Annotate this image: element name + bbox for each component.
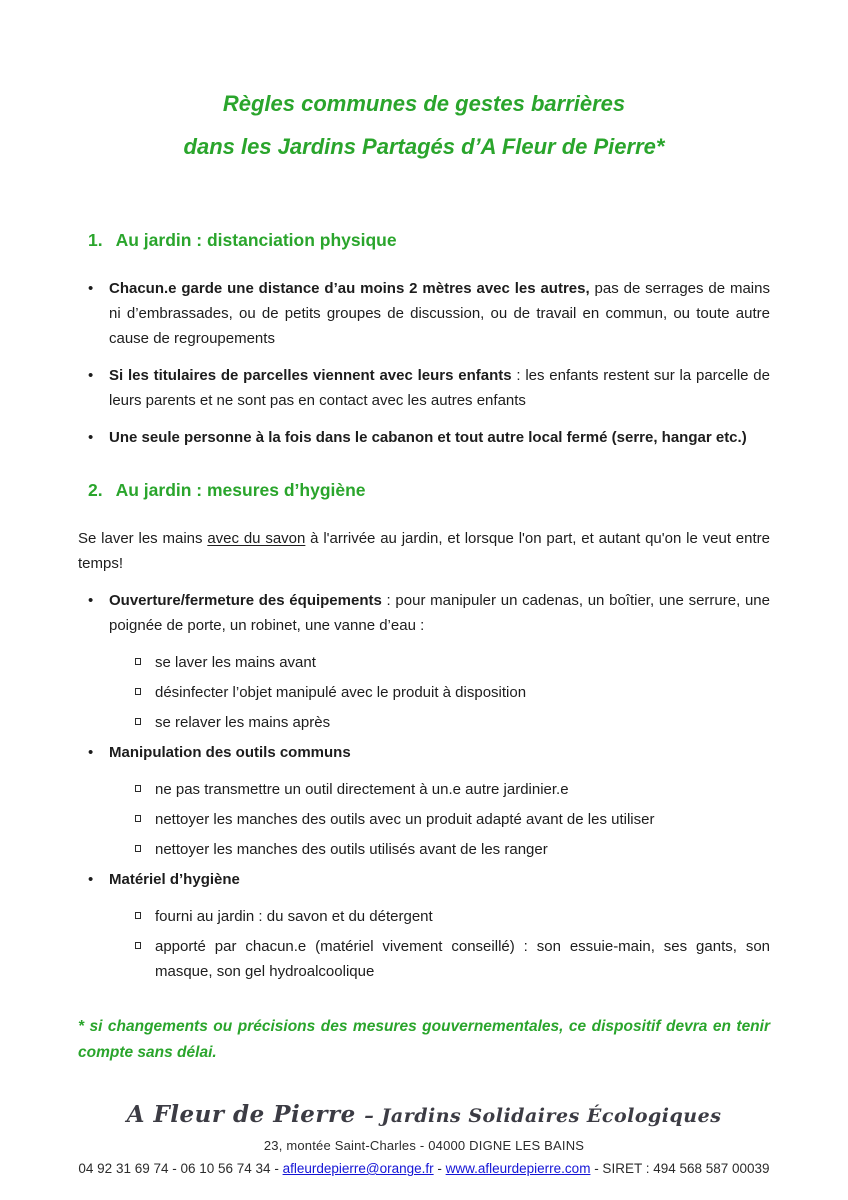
bullet-icon: • xyxy=(88,592,94,609)
brand-tagline: – Jardins Solidaires Écologiques xyxy=(364,1105,722,1127)
sub-bullet-apporte: apporté par chacun.e (matériel vivement conseillé) : son essuie-main, ses gants, son masque, son gel hydroalcoolique xyxy=(78,934,770,984)
section2-heading xyxy=(88,478,770,502)
bullet-icon: • xyxy=(88,367,94,384)
section1-heading-text: Au jardin : distanciation physique xyxy=(115,230,397,250)
document-title xyxy=(78,82,770,168)
sub-bullet-laver-avant: se laver les mains avant xyxy=(78,650,770,675)
email-link[interactable]: afleurdepierre@orange.fr xyxy=(282,1161,434,1176)
footer-siret: - SIRET : 494 568 587 00039 xyxy=(590,1161,770,1176)
footnote: * si changements ou précisions des mesures gouvernementales, ce dispositif devra en tenir compte sans délai. xyxy=(78,1018,770,1061)
bullet-outils xyxy=(78,740,770,765)
brand-name: A Fleur de Pierre xyxy=(126,1101,356,1128)
bullet-cabanon xyxy=(78,425,770,450)
sub-bullet-icon xyxy=(135,807,155,832)
brand-line xyxy=(0,1100,848,1131)
footer-phones: 04 92 31 69 74 - 06 10 56 74 34 - xyxy=(78,1161,283,1176)
sub-bullet-desinfecter: désinfecter l’objet manipulé avec le produit à disposition xyxy=(78,680,770,705)
bullet-materiel-text: Matériel d’hygiène xyxy=(109,871,240,888)
sub-bullet-transmettre: ne pas transmettre un outil directement à un.e autre jardinier.e xyxy=(78,777,770,802)
sub-bullet-fourni: fourni au jardin : du savon et du détergent xyxy=(78,904,770,929)
bullet-equipements-text: Ouverture/fermeture des équipements : pour manipuler un cadenas, un boîtier, une serrure, une poignée de porte, un robinet, une vanne d’eau : xyxy=(109,592,770,634)
bullet-enfants xyxy=(78,363,770,413)
bullet-outils-text: Manipulation des outils communs xyxy=(109,744,351,761)
document-title-line2: dans les Jardins Partagés d’A Fleur de Pierre* xyxy=(183,134,665,159)
sub-bullet-nettoyer-avant: nettoyer les manches des outils avec un produit adapté avant de les utiliser xyxy=(78,807,770,832)
sub-bullet-relaver: se relaver les mains après xyxy=(78,710,770,735)
bullet-icon: • xyxy=(88,280,94,297)
sub-bullet-icon xyxy=(135,680,155,705)
bullet-icon: • xyxy=(88,429,94,446)
bullet-icon: • xyxy=(88,871,94,888)
bullet-group-materiel xyxy=(78,867,770,984)
document-title-line1: Règles communes de gestes barrières xyxy=(222,91,626,116)
bullet-group-equipements xyxy=(78,588,770,735)
footer-separator: - xyxy=(433,1161,446,1176)
bullet-equipements xyxy=(78,588,770,638)
bullet-icon: • xyxy=(88,744,94,761)
sub-bullet-icon xyxy=(135,934,155,984)
bullet-materiel xyxy=(78,867,770,892)
bullet-distance-text: Chacun.e garde une distance d’au moins 2 mètres avec les autres, pas de serrages de mains ni d’embrassades, ou de petits groupes de discussion, ou de travail en commun, ou toute autre cause de regroupements xyxy=(109,280,770,347)
section2-number: 2. xyxy=(88,480,103,500)
sub-bullet-icon xyxy=(135,710,155,735)
bullet-cabanon-text: Une seule personne à la fois dans le cabanon et tout autre local fermé (serre, hangar etc.) xyxy=(109,429,747,446)
sub-bullet-icon xyxy=(135,904,155,929)
section1-number: 1. xyxy=(88,230,103,250)
section2-heading-text: Au jardin : mesures d’hygiène xyxy=(115,480,366,500)
sub-bullet-nettoyer-ranger: nettoyer les manches des outils utilisés avant de les ranger xyxy=(78,837,770,862)
sub-bullet-icon xyxy=(135,650,155,675)
section1-heading xyxy=(88,228,770,252)
footer-address: 23, montée Saint-Charles - 04000 DIGNE LES BAINS xyxy=(263,1138,585,1153)
footer xyxy=(0,1100,848,1179)
underlined-text: avec du savon xyxy=(207,530,306,547)
bullet-distance xyxy=(78,276,770,351)
bullet-group-outils xyxy=(78,740,770,862)
website-link[interactable]: www.afleurdepierre.com xyxy=(445,1161,591,1176)
sub-bullet-icon xyxy=(135,837,155,862)
sub-bullet-icon xyxy=(135,777,155,802)
footer-contact xyxy=(0,1159,848,1179)
bullet-enfants-text: Si les titulaires de parcelles viennent avec leurs enfants : les enfants restent sur la parcelle de leurs parents et ne sont pas en contact avec les autres enfants xyxy=(109,367,770,409)
section2-intro: Se laver les mains avec du savon à l'arrivée au jardin, et lorsque l'on part, et autant qu'on le veut entre temps! xyxy=(78,530,770,572)
